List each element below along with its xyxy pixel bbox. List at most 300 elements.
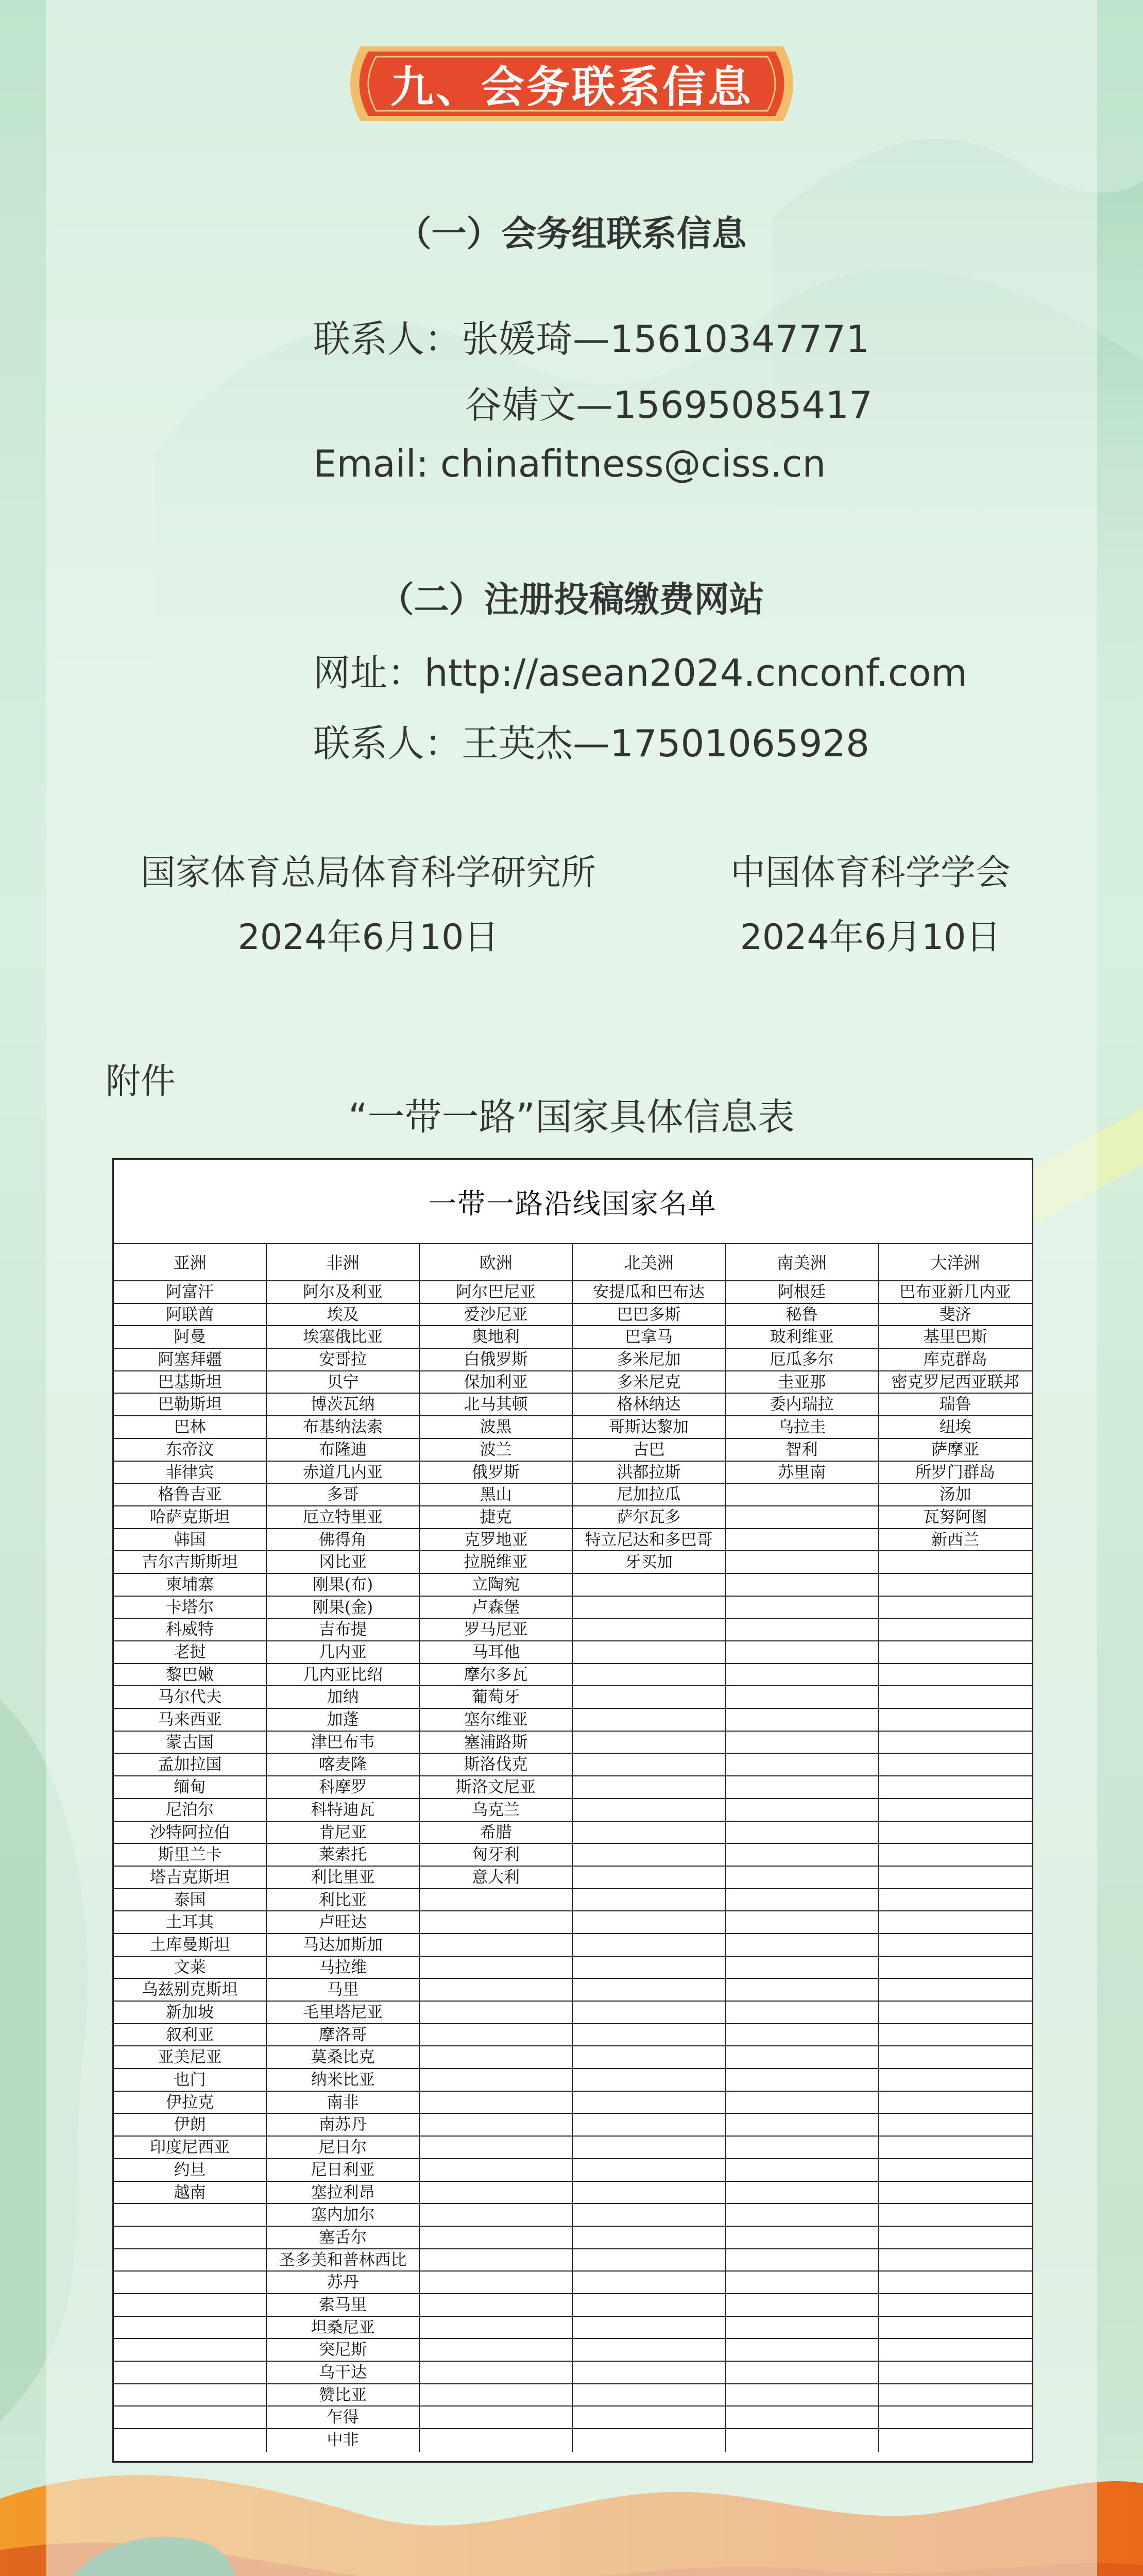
table-cell: 印度尼西亚 bbox=[114, 2137, 267, 2159]
table-cell bbox=[573, 1799, 726, 1822]
table-cell: 厄立特里亚 bbox=[267, 1506, 420, 1529]
table-cell bbox=[114, 2317, 267, 2340]
table-cell: 塞拉利昂 bbox=[267, 2182, 420, 2205]
table-cell bbox=[726, 1619, 879, 1641]
table-cell bbox=[420, 2294, 573, 2317]
table-cell: 泰国 bbox=[114, 1889, 267, 1912]
table-cell: 库克群岛 bbox=[879, 1349, 1032, 1371]
table-cell bbox=[573, 2384, 726, 2407]
table-cell bbox=[726, 2024, 879, 2047]
table-cell bbox=[879, 1979, 1032, 2002]
table-cell: 孟加拉国 bbox=[114, 1754, 267, 1776]
table-cell bbox=[879, 1551, 1032, 1574]
table-header-cell: 非洲 bbox=[267, 1244, 420, 1281]
table-cell: 智利 bbox=[726, 1439, 879, 1462]
table-cell bbox=[573, 1844, 726, 1867]
table-cell bbox=[726, 2046, 879, 2069]
table-cell bbox=[879, 2339, 1032, 2362]
table-cell: 科特迪瓦 bbox=[267, 1799, 420, 1822]
table-cell bbox=[573, 2339, 726, 2362]
website-label: 网址： bbox=[313, 651, 425, 694]
table-cell: 乌干达 bbox=[267, 2362, 420, 2384]
table-cell bbox=[420, 2429, 573, 2452]
table-cell: 尼泊尔 bbox=[114, 1799, 267, 1822]
table-cell: 波黑 bbox=[420, 1416, 573, 1439]
table-cell: 尼日尔 bbox=[267, 2137, 420, 2159]
table-cell: 土库曼斯坦 bbox=[114, 1934, 267, 1957]
table-cell: 黑山 bbox=[420, 1484, 573, 1506]
table-cell: 厄瓜多尔 bbox=[726, 1349, 879, 1371]
email-link[interactable]: chinafitness@ciss.cn bbox=[440, 442, 826, 485]
table-cell bbox=[114, 2227, 267, 2249]
section2-heading: （二）注册投稿缴费网站 bbox=[379, 580, 764, 620]
table-cell bbox=[573, 1911, 726, 1934]
table-cell: 马里 bbox=[267, 1979, 420, 2002]
table-cell: 蒙古国 bbox=[114, 1732, 267, 1754]
website-link[interactable]: http://asean2024.cnconf.com bbox=[424, 651, 967, 694]
table-cell bbox=[114, 2406, 267, 2429]
table-cell: 所罗门群岛 bbox=[879, 1462, 1032, 1484]
table-cell: 爱沙尼亚 bbox=[420, 1304, 573, 1327]
table-cell bbox=[573, 2362, 726, 2384]
table-cell: 匈牙利 bbox=[420, 1844, 573, 1867]
table-cell: 保加利亚 bbox=[420, 1371, 573, 1394]
table-cell bbox=[420, 2114, 573, 2137]
table-cell: 纽埃 bbox=[879, 1416, 1032, 1439]
table-cell: 越南 bbox=[114, 2182, 267, 2205]
table-cell bbox=[573, 1867, 726, 1889]
table-cell: 阿曼 bbox=[114, 1326, 267, 1349]
table-cell bbox=[573, 1619, 726, 1641]
table-cell bbox=[726, 1822, 879, 1844]
table-cell: 斐济 bbox=[879, 1304, 1032, 1327]
table-cell bbox=[420, 2362, 573, 2384]
table-cell: 奥地利 bbox=[420, 1326, 573, 1349]
table-cell: 黎巴嫩 bbox=[114, 1664, 267, 1687]
table-cell bbox=[726, 2227, 879, 2249]
table-cell: 巴拿马 bbox=[573, 1326, 726, 1349]
table-cell bbox=[726, 2092, 879, 2114]
table-cell bbox=[879, 1754, 1032, 1776]
table-cell bbox=[573, 2272, 726, 2294]
table-cell bbox=[726, 1957, 879, 1979]
table-cell: 叙利亚 bbox=[114, 2024, 267, 2047]
table-cell: 塞浦路斯 bbox=[420, 1732, 573, 1754]
table-cell bbox=[573, 2069, 726, 2092]
table-cell: 圭亚那 bbox=[726, 1371, 879, 1394]
contact-person-1: 张媛琦—15610347771 bbox=[462, 317, 869, 361]
table-cell bbox=[879, 2429, 1032, 2452]
table-cell: 埃及 bbox=[267, 1304, 420, 1327]
table-cell: 苏丹 bbox=[267, 2272, 420, 2294]
table-cell: 约旦 bbox=[114, 2159, 267, 2182]
table-cell: 马达加斯加 bbox=[267, 1934, 420, 1957]
table-cell: 巴基斯坦 bbox=[114, 1371, 267, 1394]
table-cell: 哈萨克斯坦 bbox=[114, 1506, 267, 1529]
table-cell: 阿尔巴尼亚 bbox=[420, 1281, 573, 1304]
table-cell bbox=[726, 2294, 879, 2317]
table-cell: 也门 bbox=[114, 2069, 267, 2092]
table-cell: 马尔代夫 bbox=[114, 1686, 267, 1709]
table-cell bbox=[726, 2159, 879, 2182]
table-cell bbox=[879, 1597, 1032, 1619]
table-cell bbox=[879, 2272, 1032, 2294]
table-cell bbox=[879, 2069, 1032, 2092]
table-cell bbox=[726, 2137, 879, 2159]
table-cell: 刚果(布) bbox=[267, 1574, 420, 1597]
table-cell bbox=[726, 1799, 879, 1822]
table-cell bbox=[726, 2384, 879, 2407]
table-cell: 多米尼加 bbox=[573, 1349, 726, 1371]
table-cell: 利比亚 bbox=[267, 1889, 420, 1912]
table-cell: 斯洛文尼亚 bbox=[420, 1776, 573, 1799]
table-cell: 加蓬 bbox=[267, 1709, 420, 1732]
table-cell bbox=[879, 1641, 1032, 1664]
table-cell bbox=[420, 1957, 573, 1979]
table-cell: 加纳 bbox=[267, 1686, 420, 1709]
table-cell: 萨尔瓦多 bbox=[573, 1506, 726, 1529]
table-cell: 尼日利亚 bbox=[267, 2159, 420, 2182]
table-cell bbox=[573, 1641, 726, 1664]
table-cell: 乍得 bbox=[267, 2406, 420, 2429]
table-cell: 巴林 bbox=[114, 1416, 267, 1439]
table-cell bbox=[726, 2069, 879, 2092]
table-header-cell: 欧洲 bbox=[420, 1244, 573, 1281]
table-cell: 赞比亚 bbox=[267, 2384, 420, 2407]
table-cell bbox=[726, 2406, 879, 2429]
table-cell: 土耳其 bbox=[114, 1911, 267, 1934]
table-cell bbox=[726, 1484, 879, 1506]
table-cell bbox=[726, 1979, 879, 2002]
contact-row-1 bbox=[313, 309, 869, 363]
table-cell bbox=[879, 2406, 1032, 2429]
table-cell bbox=[420, 2069, 573, 2092]
table-cell: 突尼斯 bbox=[267, 2339, 420, 2362]
table-cell bbox=[879, 1934, 1032, 1957]
table-cell: 津巴布韦 bbox=[267, 1732, 420, 1754]
table-grid bbox=[114, 1244, 1032, 2452]
table-cell: 南苏丹 bbox=[267, 2114, 420, 2137]
table-cell: 埃塞俄比亚 bbox=[267, 1326, 420, 1349]
table-cell: 塞内加尔 bbox=[267, 2204, 420, 2227]
table-cell: 秘鲁 bbox=[726, 1304, 879, 1327]
table-cell: 布基纳法索 bbox=[267, 1416, 420, 1439]
organizer-2-date: 2024年6月10日 bbox=[740, 917, 1001, 958]
table-cell bbox=[573, 1597, 726, 1619]
table-cell: 老挝 bbox=[114, 1641, 267, 1664]
table-cell bbox=[573, 1776, 726, 1799]
table-cell: 吉布提 bbox=[267, 1619, 420, 1641]
table-cell bbox=[573, 2249, 726, 2272]
table-cell bbox=[420, 1889, 573, 1912]
table-cell: 拉脱维亚 bbox=[420, 1551, 573, 1574]
table-cell bbox=[420, 1911, 573, 1934]
table-cell: 南非 bbox=[267, 2092, 420, 2114]
table-cell bbox=[726, 1867, 879, 1889]
table-cell bbox=[420, 2002, 573, 2024]
table-cell bbox=[420, 2227, 573, 2249]
table-cell: 缅甸 bbox=[114, 1776, 267, 1799]
table-header-cell: 大洋洲 bbox=[879, 1244, 1032, 1281]
table-cell bbox=[726, 1732, 879, 1754]
table-cell: 斯洛伐克 bbox=[420, 1754, 573, 1776]
table-cell: 阿联酋 bbox=[114, 1304, 267, 1327]
table-cell: 莫桑比克 bbox=[267, 2046, 420, 2069]
attachment-title: “一带一路”国家具体信息表 bbox=[348, 1095, 795, 1139]
contact-label: 联系人： bbox=[313, 317, 462, 361]
table-cell bbox=[573, 2114, 726, 2137]
table-cell: 格鲁吉亚 bbox=[114, 1484, 267, 1506]
table-cell: 乌兹别克斯坦 bbox=[114, 1979, 267, 2002]
table-cell: 玻利维亚 bbox=[726, 1326, 879, 1349]
contact-row-3 bbox=[313, 714, 869, 767]
table-cell bbox=[879, 1844, 1032, 1867]
table-cell bbox=[114, 2249, 267, 2272]
table-cell: 索马里 bbox=[267, 2294, 420, 2317]
table-cell bbox=[879, 1867, 1032, 1889]
table-cell bbox=[573, 2092, 726, 2114]
table-cell bbox=[573, 2406, 726, 2429]
table-cell bbox=[879, 1776, 1032, 1799]
table-cell bbox=[573, 2429, 726, 2452]
table-cell: 斯里兰卡 bbox=[114, 1844, 267, 1867]
table-cell bbox=[879, 1799, 1032, 1822]
contact-label: 联系人： bbox=[313, 722, 462, 765]
table-cell bbox=[879, 1889, 1032, 1912]
table-cell: 瑞鲁 bbox=[879, 1394, 1032, 1416]
table-cell: 北马其顿 bbox=[420, 1394, 573, 1416]
table-cell bbox=[879, 2227, 1032, 2249]
table-cell bbox=[420, 2046, 573, 2069]
table-header-cell: 亚洲 bbox=[114, 1244, 267, 1281]
table-cell: 基里巴斯 bbox=[879, 1326, 1032, 1349]
table-cell bbox=[879, 1686, 1032, 1709]
table-cell bbox=[573, 2159, 726, 2182]
table-cell bbox=[420, 1979, 573, 2002]
table-cell: 密克罗尼西亚联邦 bbox=[879, 1371, 1032, 1394]
table-cell bbox=[726, 2002, 879, 2024]
email-row bbox=[313, 442, 826, 485]
table-cell bbox=[879, 2384, 1032, 2407]
table-cell bbox=[726, 1844, 879, 1867]
table-cell bbox=[420, 2182, 573, 2205]
table-cell: 布隆迪 bbox=[267, 1439, 420, 1462]
table-cell bbox=[726, 2339, 879, 2362]
table-cell: 苏里南 bbox=[726, 1462, 879, 1484]
table-cell: 纳米比亚 bbox=[267, 2069, 420, 2092]
table-cell bbox=[573, 1957, 726, 1979]
table-cell bbox=[879, 1619, 1032, 1641]
table-cell: 摩尔多瓦 bbox=[420, 1664, 573, 1687]
table-cell bbox=[726, 1709, 879, 1732]
table-cell: 菲律宾 bbox=[114, 1462, 267, 1484]
table-cell: 坦桑尼亚 bbox=[267, 2317, 420, 2340]
table-cell: 乌克兰 bbox=[420, 1799, 573, 1822]
table-cell: 波兰 bbox=[420, 1439, 573, 1462]
table-cell: 乌拉圭 bbox=[726, 1416, 879, 1439]
table-cell bbox=[573, 1822, 726, 1844]
table-cell bbox=[420, 2024, 573, 2047]
table-cell bbox=[420, 2137, 573, 2159]
table-cell: 巴勒斯坦 bbox=[114, 1394, 267, 1416]
table-cell: 伊拉克 bbox=[114, 2092, 267, 2114]
table-cell bbox=[573, 1754, 726, 1776]
table-cell: 白俄罗斯 bbox=[420, 1349, 573, 1371]
table-cell bbox=[114, 2204, 267, 2227]
table-cell: 安哥拉 bbox=[267, 1349, 420, 1371]
table-cell bbox=[879, 2182, 1032, 2205]
table-cell bbox=[573, 2182, 726, 2205]
table-cell bbox=[726, 1889, 879, 1912]
table-cell bbox=[879, 2362, 1032, 2384]
table-cell bbox=[726, 1641, 879, 1664]
table-cell bbox=[879, 1709, 1032, 1732]
table-cell bbox=[114, 2294, 267, 2317]
table-cell bbox=[879, 2249, 1032, 2272]
table-cell: 博茨瓦纳 bbox=[267, 1394, 420, 1416]
table-cell bbox=[879, 1664, 1032, 1687]
table-cell: 摩洛哥 bbox=[267, 2024, 420, 2047]
table-cell: 安提瓜和巴布达 bbox=[573, 1281, 726, 1304]
table-cell: 汤加 bbox=[879, 1484, 1032, 1506]
table-cell: 阿塞拜疆 bbox=[114, 1349, 267, 1371]
section1-heading: （一）会务组联系信息 bbox=[396, 214, 747, 255]
table-cell: 马耳他 bbox=[420, 1641, 573, 1664]
table-cell bbox=[879, 2294, 1032, 2317]
table-cell bbox=[420, 2384, 573, 2407]
table-cell bbox=[573, 2204, 726, 2227]
table-cell bbox=[573, 2227, 726, 2249]
table-cell: 卢旺达 bbox=[267, 1911, 420, 1934]
organizer-1-date: 2024年6月10日 bbox=[237, 917, 499, 958]
table-cell bbox=[573, 1979, 726, 2002]
table-cell bbox=[879, 2317, 1032, 2340]
table-cell: 佛得角 bbox=[267, 1529, 420, 1552]
table-cell: 毛里塔尼亚 bbox=[267, 2002, 420, 2024]
table-cell bbox=[879, 1732, 1032, 1754]
table-cell bbox=[879, 2204, 1032, 2227]
table-cell bbox=[420, 2317, 573, 2340]
table-header-cell: 北美洲 bbox=[573, 1244, 726, 1281]
table-cell bbox=[726, 1664, 879, 1687]
table-cell: 萨摩亚 bbox=[879, 1439, 1032, 1462]
table-title: 一带一路沿线国家名单 bbox=[114, 1160, 1032, 1244]
table-cell: 马来西亚 bbox=[114, 1709, 267, 1732]
table-cell bbox=[726, 2249, 879, 2272]
table-cell: 多哥 bbox=[267, 1484, 420, 1506]
table-cell bbox=[879, 2137, 1032, 2159]
table-cell bbox=[114, 2362, 267, 2384]
table-cell: 克罗地亚 bbox=[420, 1529, 573, 1552]
table-cell bbox=[879, 1822, 1032, 1844]
table-cell: 希腊 bbox=[420, 1822, 573, 1844]
table-cell: 特立尼达和多巴哥 bbox=[573, 1529, 726, 1552]
table-cell: 意大利 bbox=[420, 1867, 573, 1889]
table-cell: 巴布亚新几内亚 bbox=[879, 1281, 1032, 1304]
table-cell bbox=[573, 1686, 726, 1709]
table-cell bbox=[420, 2159, 573, 2182]
table-cell bbox=[114, 2384, 267, 2407]
table-cell: 瓦努阿图 bbox=[879, 1506, 1032, 1529]
table-cell bbox=[114, 2339, 267, 2362]
organizer-1-name: 国家体育总局体育科学研究所 bbox=[140, 853, 596, 893]
table-cell bbox=[573, 2294, 726, 2317]
website-row bbox=[313, 643, 967, 697]
table-cell: 格林纳达 bbox=[573, 1394, 726, 1416]
table-cell bbox=[726, 1574, 879, 1597]
table-cell bbox=[726, 2114, 879, 2137]
organizer-2-name: 中国体育科学学会 bbox=[730, 853, 1011, 893]
table-cell: 马拉维 bbox=[267, 1957, 420, 1979]
table-cell bbox=[726, 1597, 879, 1619]
table-cell bbox=[726, 1776, 879, 1799]
table-cell: 文莱 bbox=[114, 1957, 267, 1979]
table-cell: 塔吉克斯坦 bbox=[114, 1867, 267, 1889]
table-cell bbox=[420, 2249, 573, 2272]
table-cell: 洪都拉斯 bbox=[573, 1462, 726, 1484]
table-cell: 几内亚 bbox=[267, 1641, 420, 1664]
table-cell: 卢森堡 bbox=[420, 1597, 573, 1619]
table-header-cell: 南美洲 bbox=[726, 1244, 879, 1281]
table-cell bbox=[879, 1911, 1032, 1934]
table-cell: 东帝汶 bbox=[114, 1439, 267, 1462]
email-label: Email: bbox=[313, 442, 429, 485]
table-cell: 阿尔及利亚 bbox=[267, 1281, 420, 1304]
table-cell: 利比里亚 bbox=[267, 1867, 420, 1889]
table-cell: 沙特阿拉伯 bbox=[114, 1822, 267, 1844]
table-cell: 委内瑞拉 bbox=[726, 1394, 879, 1416]
table-cell bbox=[114, 2429, 267, 2452]
table-cell: 葡萄牙 bbox=[420, 1686, 573, 1709]
table-cell bbox=[726, 1911, 879, 1934]
table-cell bbox=[726, 1529, 879, 1552]
table-cell: 科摩罗 bbox=[267, 1776, 420, 1799]
table-cell bbox=[573, 2317, 726, 2340]
table-cell: 立陶宛 bbox=[420, 1574, 573, 1597]
table-cell: 罗马尼亚 bbox=[420, 1619, 573, 1641]
table-cell bbox=[726, 2204, 879, 2227]
table-cell bbox=[879, 2092, 1032, 2114]
country-table bbox=[112, 1158, 1033, 2463]
attachment-label: 附件 bbox=[106, 1061, 176, 1102]
table-cell: 捷克 bbox=[420, 1506, 573, 1529]
table-cell bbox=[726, 1754, 879, 1776]
table-cell bbox=[573, 1664, 726, 1687]
table-cell: 贝宁 bbox=[267, 1371, 420, 1394]
table-cell bbox=[879, 1957, 1032, 1979]
table-cell bbox=[573, 1934, 726, 1957]
table-cell: 刚果(金) bbox=[267, 1597, 420, 1619]
table-cell bbox=[573, 1709, 726, 1732]
table-cell bbox=[573, 2002, 726, 2024]
table-cell bbox=[573, 1732, 726, 1754]
table-cell bbox=[726, 2362, 879, 2384]
table-cell: 亚美尼亚 bbox=[114, 2046, 267, 2069]
table-cell: 塞尔维亚 bbox=[420, 1709, 573, 1732]
table-cell bbox=[879, 2114, 1032, 2137]
table-cell bbox=[420, 1934, 573, 1957]
table-cell: 韩国 bbox=[114, 1529, 267, 1552]
table-cell: 喀麦隆 bbox=[267, 1754, 420, 1776]
page-title: 九、会务联系信息 bbox=[390, 62, 753, 112]
table-cell: 柬埔寨 bbox=[114, 1574, 267, 1597]
table-cell bbox=[573, 2137, 726, 2159]
table-cell bbox=[573, 2046, 726, 2069]
table-cell: 冈比亚 bbox=[267, 1551, 420, 1574]
table-cell bbox=[879, 2046, 1032, 2069]
table-cell: 多米尼克 bbox=[573, 1371, 726, 1394]
table-cell: 中非 bbox=[267, 2429, 420, 2452]
